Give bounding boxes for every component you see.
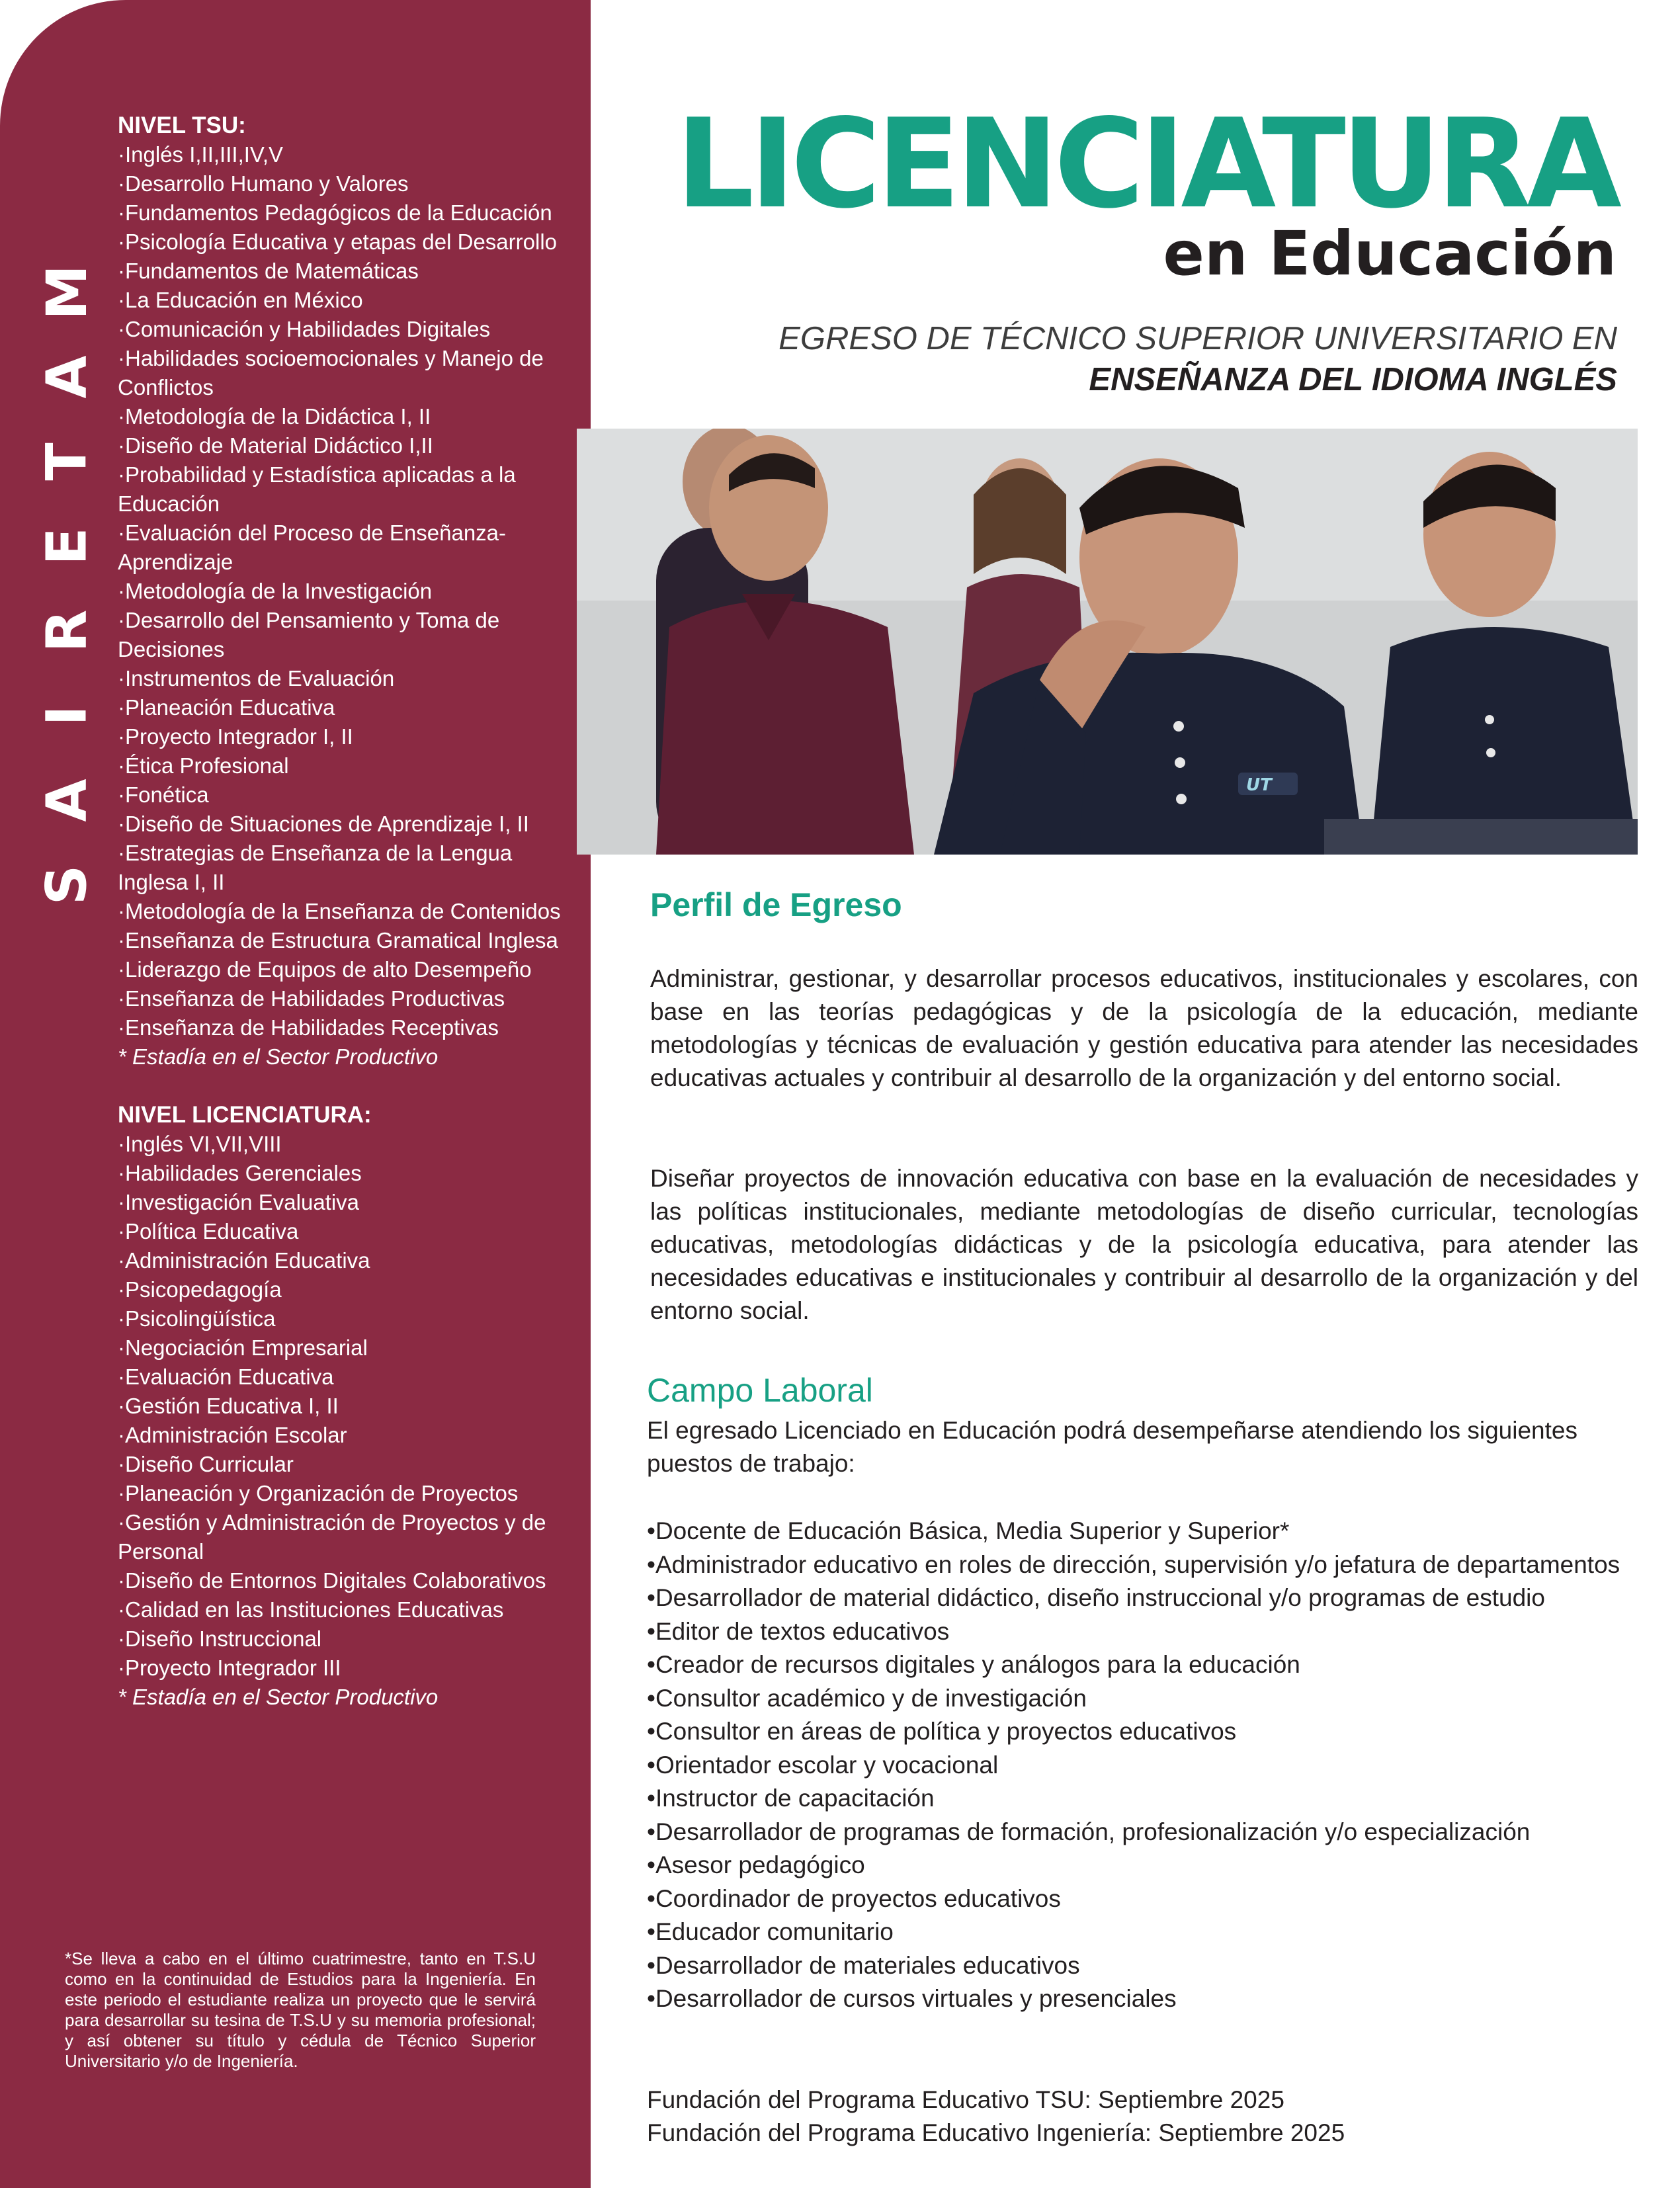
job-item: •Educador comunitario xyxy=(647,1918,894,1945)
subject-item: ·Fundamentos de Matemáticas xyxy=(118,259,419,283)
job-item: •Consultor en áreas de política y proyectos educativos xyxy=(647,1718,1237,1745)
tsu-heading: NIVEL TSU: xyxy=(118,112,246,138)
students-photo xyxy=(577,429,1638,855)
ut-logo xyxy=(1238,773,1298,795)
vertical-letter: A xyxy=(34,778,99,822)
subject-item: ·Política Educativa xyxy=(118,1219,299,1243)
licenciatura-subjects xyxy=(118,1130,561,1683)
vertical-letter: T xyxy=(34,442,99,481)
subject-item: ·Psicolingüística xyxy=(118,1306,276,1331)
job-item: •Desarrollador de material didáctico, diseño instruccional y/o programas de estudio xyxy=(647,1584,1545,1611)
subject-item: ·Administración Educativa xyxy=(118,1248,370,1273)
subject-item: ·Administración Escolar xyxy=(118,1423,347,1447)
students-illustration xyxy=(577,429,1638,855)
subject-item: ·Psicología Educativa y etapas del Desarrollo xyxy=(118,230,558,254)
vertical-letter: R xyxy=(34,609,99,653)
subject-item: ·Calidad en las Instituciones Educativas xyxy=(118,1597,504,1622)
subject-item: ·Psicopedagogía xyxy=(118,1277,282,1302)
subject-item: ·Planeación Educativa xyxy=(118,695,335,720)
vertical-letter: E xyxy=(34,527,99,566)
subject-item: ·Diseño de Situaciones de Aprendizaje I, II xyxy=(118,812,529,836)
ut-logo-text: UT xyxy=(1246,775,1272,795)
subject-item: ·Gestión y Administración de Proyectos y de Personal xyxy=(118,1510,546,1564)
perfil-heading: Perfil de Egreso xyxy=(650,886,902,923)
subject-item: ·Inglés I,II,III,IV,V xyxy=(118,142,284,167)
subject-item: ·Diseño de Entornos Digitales Colaborativos xyxy=(118,1568,546,1593)
subject-item: ·Metodología de la Didáctica I, II xyxy=(118,404,431,429)
licenciatura-heading: NIVEL LICENCIATURA: xyxy=(118,1102,372,1128)
subject-item: ·Desarrollo del Pensamiento y Toma de Decisiones xyxy=(118,608,500,661)
subject-item: ·Diseño Instruccional xyxy=(118,1626,322,1651)
subject-item: ·Negociación Empresarial xyxy=(118,1335,368,1360)
page-title: LICENCIATURA xyxy=(675,92,1617,235)
perfil-paragraph-1: Administrar, gestionar, y desarrollar procesos educativos, institucionales y escolares, con base en las teorías pedagógicas y de la psicología de la educación, mediante metodologías y técnicas de evaluación y gestión educativa para atender las necesidades educativas actuales y contribuir al desarrollo de la organización y del entorno social. xyxy=(650,965,1638,1091)
subject-item: ·Estrategias de Enseñanza de la Lengua Inglesa I, II xyxy=(118,841,513,894)
job-item: •Desarrollador de programas de formación, profesionalización y/o especialización xyxy=(647,1818,1531,1845)
subject-item: ·Enseñanza de Habilidades Receptivas xyxy=(118,1015,499,1040)
jobs-list xyxy=(647,1515,1639,2016)
subject-item: ·Proyecto Integrador III xyxy=(118,1656,341,1680)
foundation-tsu: Fundación del Programa Educativo TSU: Septiembre 2025 xyxy=(647,2086,1284,2113)
foundation-dates xyxy=(647,2083,1345,2150)
job-item: •Creador de recursos digitales y análogos para la educación xyxy=(647,1651,1300,1678)
subject-item: ·Habilidades socioemocionales y Manejo de Conflictos xyxy=(118,346,544,400)
subject-item: ·Evaluación Educativa xyxy=(118,1365,334,1389)
subject-item: ·Inglés VI,VII,VIII xyxy=(118,1132,282,1156)
foundation-ingenieria: Fundación del Programa Educativo Ingeniería: Septiembre 2025 xyxy=(647,2119,1345,2146)
campo-heading: Campo Laboral xyxy=(647,1372,873,1409)
subject-item: ·Metodología de la Investigación xyxy=(118,579,433,603)
job-item: •Docente de Educación Básica, Media Superior y Superior* xyxy=(647,1517,1290,1544)
subject-item: ·Probabilidad y Estadística aplicadas a la Educación xyxy=(118,462,516,516)
licenciatura-estadia-note: * Estadía en el Sector Productivo xyxy=(118,1685,439,1709)
subject-item: ·Diseño de Material Didáctico I,II xyxy=(118,433,433,458)
subject-item: ·Enseñanza de Habilidades Productivas xyxy=(118,986,505,1011)
job-item: •Instructor de capacitación xyxy=(647,1785,935,1812)
subject-item: ·Ética Profesional xyxy=(118,753,289,778)
subject-item: ·Comunicación y Habilidades Digitales xyxy=(118,317,491,341)
vertical-letter: I xyxy=(34,705,99,726)
campo-intro: El egresado Licenciado en Educación podrá desempeñarse atendiendo los siguientes puestos de trabajo: xyxy=(647,1417,1577,1477)
subject-item: ·Gestión Educativa I, II xyxy=(118,1394,339,1418)
job-item: •Editor de textos educativos xyxy=(647,1617,950,1645)
subject-item: ·Liderazgo de Equipos de alto Desempeño xyxy=(118,957,532,982)
materias-sidebar xyxy=(0,0,591,2188)
vertical-letter: M xyxy=(34,265,99,320)
perfil-paragraph-2: Diseñar proyectos de innovación educativa con base en la evaluación de necesidades y las políticas institucionales, mediante metodologías de diseño curricular, tecnologías educativas, metodologías didácticas y de la psicología educativa, para atender las necesidades educativas e institucionales y contribuir al desarrollo de la organización y del entorno social. xyxy=(650,1165,1638,1324)
job-item: •Desarrollador de cursos virtuales y presenciales xyxy=(647,1985,1177,2012)
subject-item: ·Metodología de la Enseñanza de Contenidos xyxy=(118,899,561,923)
subject-item: ·Diseño Curricular xyxy=(118,1452,294,1476)
job-item: •Orientador escolar y vocacional xyxy=(647,1751,999,1779)
materias-vertical-label xyxy=(32,265,101,913)
subject-item: ·Desarrollo Humano y Valores xyxy=(118,171,409,196)
vertical-letter: A xyxy=(34,355,99,399)
page-subtitle: en Educación xyxy=(1163,218,1617,289)
vertical-letter: S xyxy=(34,864,99,905)
job-item: •Consultor académico y de investigación xyxy=(647,1684,1087,1712)
subject-item: ·Fonética xyxy=(118,782,209,807)
job-item: •Asesor pedagógico xyxy=(647,1851,865,1878)
job-item: •Administrador educativo en roles de dirección, supervisión y/o jefatura de departamentos xyxy=(647,1550,1620,1578)
subject-item: ·Instrumentos de Evaluación xyxy=(118,666,395,691)
subject-item: ·Fundamentos Pedagógicos de la Educación xyxy=(118,200,552,225)
job-item: •Coordinador de proyectos educativos xyxy=(647,1884,1061,1912)
tsu-subjects xyxy=(118,140,561,1042)
subject-item: ·Proyecto Integrador I, II xyxy=(118,724,353,749)
egreso-line-2: ENSEÑANZA DEL IDIOMA INGLÉS xyxy=(1089,362,1617,398)
job-item: •Desarrollador de materiales educativos xyxy=(647,1951,1080,1979)
subject-item: ·Planeación y Organización de Proyectos xyxy=(118,1481,519,1505)
subject-item: ·La Educación en México xyxy=(118,288,363,312)
tsu-estadia-note: * Estadía en el Sector Productivo xyxy=(118,1044,439,1069)
subject-item: ·Evaluación del Proceso de Enseñanza-Aprendizaje xyxy=(118,521,507,574)
estadia-footnote: *Se lleva a cabo en el último cuatrimestre, tanto en T.S.U como en la continuidad de Estudios para la Ingeniería. En este periodo el estudiante realiza un proyecto que le servirá para desarrollar su tesina de T.S.U y su memoria profesional; y así obtener su título y cédula de Técnico Superior Universitario y/o de Ingeniería. xyxy=(65,1949,536,2071)
subject-item: ·Habilidades Gerenciales xyxy=(118,1161,362,1185)
subject-item: ·Enseñanza de Estructura Gramatical Inglesa xyxy=(118,928,558,952)
subject-item: ·Investigación Evaluativa xyxy=(118,1190,360,1214)
subjects-list xyxy=(118,111,561,1712)
egreso-line-1: EGRESO DE TÉCNICO SUPERIOR UNIVERSITARIO EN xyxy=(778,321,1617,357)
